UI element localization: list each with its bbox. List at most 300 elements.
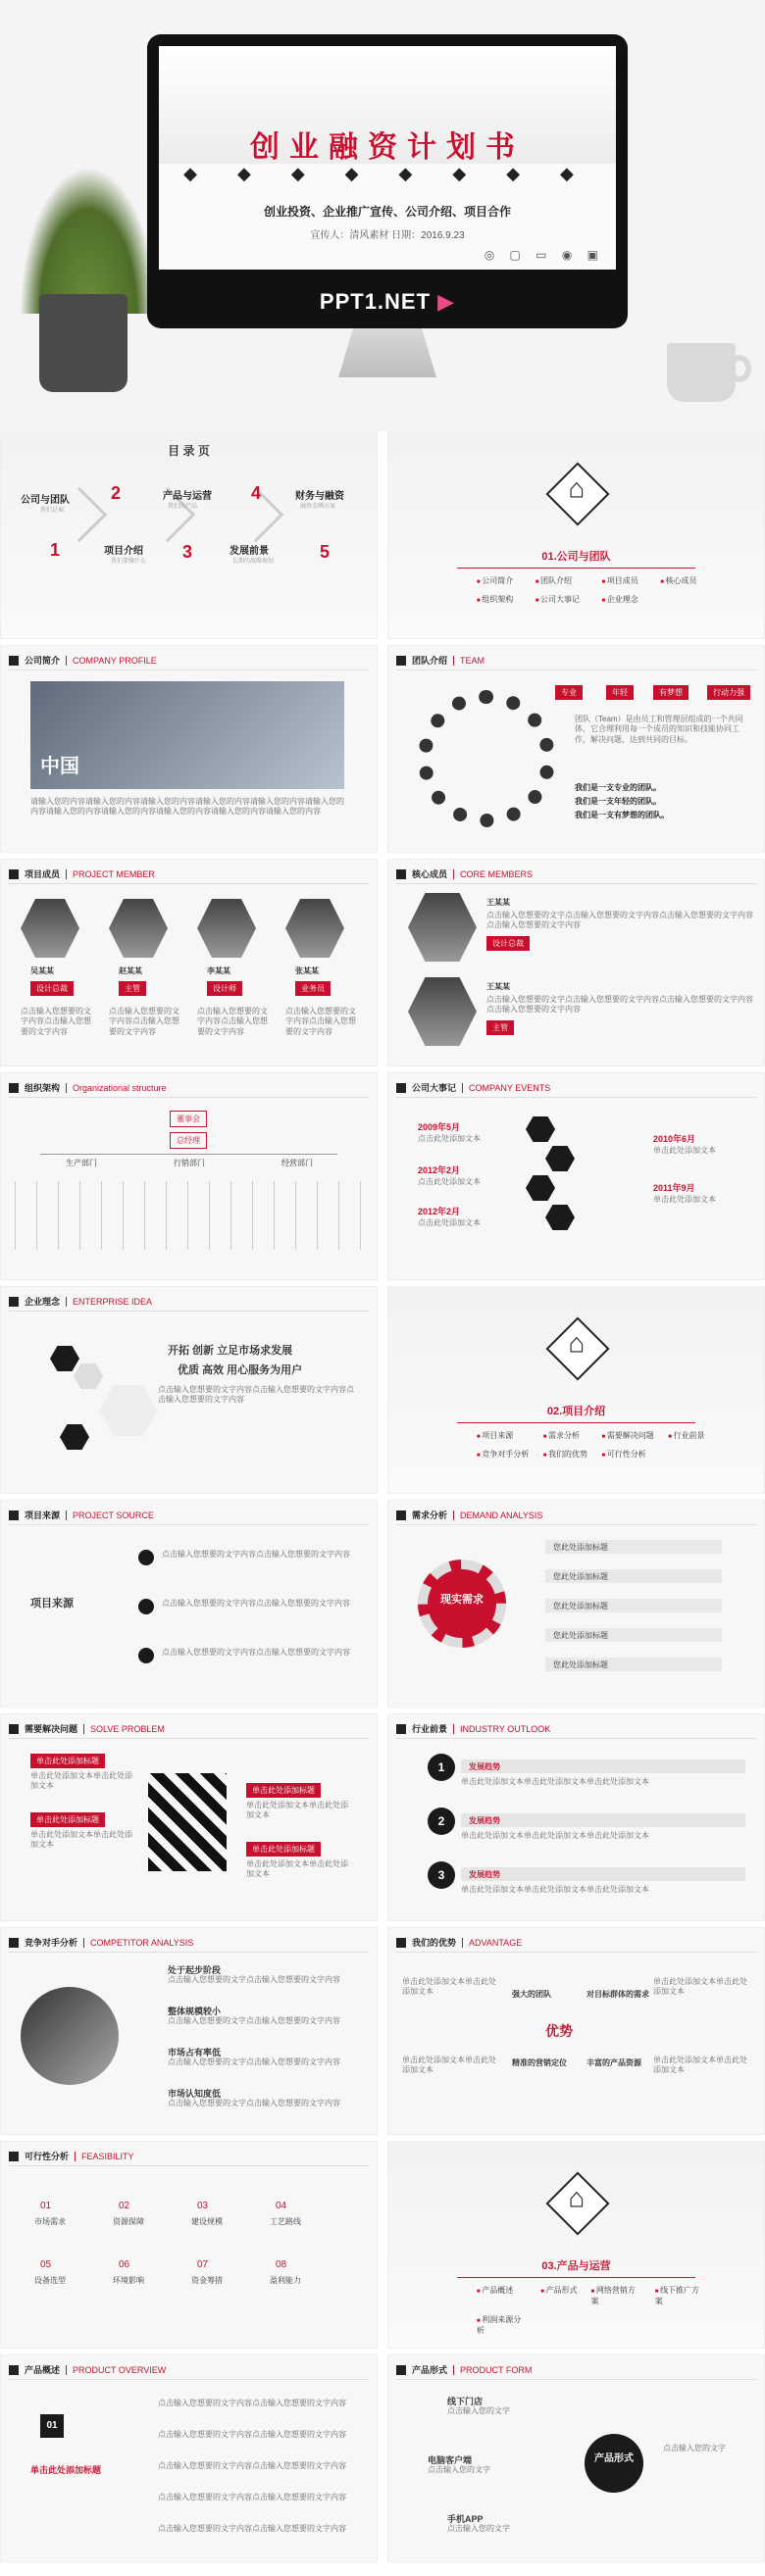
team-line: 我们是一支专业的团队。	[575, 783, 661, 792]
cover-subtitle: 创业投资、企业推广宣传、公司介绍、项目合作	[263, 205, 511, 219]
header-cn: 项目来源	[25, 1511, 61, 1520]
competitor-desc: 点击输入您想要的文字点击输入您想要的文字内容	[168, 1975, 340, 1984]
toc-item-number: 1	[50, 540, 61, 560]
advantage-item: 强大的团队	[512, 1990, 551, 1999]
advantage-desc: 单击此处添加文本单击此处添加文本	[402, 1977, 496, 1997]
feas-label: 环境影响	[113, 2276, 144, 2285]
form-item: 电脑客户端	[428, 2455, 473, 2465]
slide-members[interactable]	[0, 859, 378, 1066]
section-item: ■ 利润来源分析	[477, 2314, 527, 2336]
slide-toc[interactable]	[0, 431, 378, 639]
square-icon	[9, 2152, 19, 2161]
section-item: ■ 核心成员	[660, 575, 705, 586]
header-en: COMPANY PROFILE	[66, 656, 157, 666]
org-dept: 生产部门	[66, 1159, 97, 1167]
slide-header	[396, 2363, 532, 2376]
advantage-desc: 单击此处添加文本单击此处添加文本	[402, 2056, 496, 2075]
form-item: 手机APP	[447, 2514, 484, 2524]
event-icon	[545, 1146, 575, 1171]
feas-num: 08	[276, 2259, 287, 2270]
slide-competitor[interactable]	[0, 1927, 378, 2135]
section-item: ■ 我们的优势	[543, 1449, 588, 1460]
demand-item: 您此处添加标题	[545, 1599, 722, 1612]
toc-item-number: 2	[111, 483, 122, 503]
advantage-center: 优势	[545, 2023, 573, 2039]
overview-item: 点击输入您想要的文字内容点击输入您想要的文字内容	[158, 2430, 346, 2439]
advantage-desc: 单击此处添加文本单击此处添加文本	[653, 2056, 747, 2075]
slide-solve[interactable]	[0, 1713, 378, 1921]
core-avatar	[408, 893, 477, 962]
overview-item: 点击输入您想要的文字内容点击输入您想要的文字内容	[158, 2493, 346, 2502]
header-en: INDUSTRY OUTLOOK	[453, 1724, 550, 1734]
profile-text: 请输入您的内容请输入您的内容请输入您的内容请输入您的内容请输入您的内容请输入您的内容请输入您的内容请输入您的内容请输入您的内容请输入您的内容请输入您的内容	[30, 797, 344, 817]
hex-shape	[50, 1346, 79, 1371]
header-cn: 组织架构	[25, 1083, 61, 1093]
cover-dots: ◆ ◆ ◆ ◆ ◆ ◆ ◆ ◆	[183, 164, 591, 183]
header-rule	[9, 2379, 369, 2380]
square-icon	[396, 869, 406, 879]
feas-num: 01	[40, 2201, 52, 2211]
team-tag: 专业	[555, 685, 583, 700]
section-item: ■ 行业前景	[668, 1430, 705, 1441]
header-en: COMPANY EVENTS	[462, 1083, 550, 1093]
member-role: 主管	[119, 981, 146, 996]
advantage-item: 精准的营销定位	[512, 2058, 567, 2067]
solve-desc: 单击此处添加文本单击此处添加文本	[246, 1859, 348, 1879]
slide-team[interactable]	[387, 645, 765, 853]
slide-header	[9, 2363, 166, 2376]
competitor-desc: 点击输入您想要的文字点击输入您想要的文字内容	[168, 2057, 340, 2066]
slide-header	[396, 1722, 550, 1735]
team-tag: 行动力强	[707, 685, 750, 700]
demand-item: 您此处添加标题	[545, 1658, 722, 1671]
section-items	[477, 1430, 705, 1460]
square-icon	[9, 1297, 19, 1307]
slide-section-1[interactable]	[387, 431, 765, 639]
advantage-item: 丰富的产品资源	[586, 2058, 641, 2067]
cover-title: 创业融资计划书	[250, 131, 525, 164]
brand-text: PPT1.NET	[319, 289, 432, 314]
competitor-title: 整体规模较小	[168, 2006, 222, 2016]
slide-header	[9, 1936, 193, 1949]
feas-num: 05	[40, 2259, 52, 2270]
slide-header	[396, 654, 484, 667]
slide-section-3[interactable]	[387, 2141, 765, 2349]
section-item: ■ 项目成员	[602, 575, 647, 586]
slide-events[interactable]	[387, 1072, 765, 1280]
header-en: Organizational structure	[66, 1083, 167, 1093]
header-rule	[396, 1952, 756, 1953]
overview-item: 点击输入您想要的文字内容点击输入您想要的文字内容	[158, 2524, 346, 2533]
member-role: 设计总裁	[30, 981, 74, 996]
header-rule	[396, 2379, 756, 2380]
toc-item-sub: 我们是谁	[40, 508, 65, 514]
slide-idea[interactable]	[0, 1286, 378, 1494]
team-line: 我们是一支年轻的团队。	[575, 797, 661, 806]
section-item: ■ 产品形式	[540, 2285, 577, 2306]
header-rule	[396, 1097, 756, 1098]
overview-item: 点击输入您想要的文字内容点击输入您想要的文字内容	[158, 2461, 346, 2470]
header-cn: 行业前景	[412, 1724, 448, 1734]
square-icon	[396, 656, 406, 666]
section-item: ■ 团队介绍	[536, 575, 588, 586]
slide-industry[interactable]	[387, 1713, 765, 1921]
source-bullet	[138, 1599, 154, 1614]
slide-company-profile[interactable]	[0, 645, 378, 853]
header-en: PROJECT MEMBER	[66, 869, 155, 879]
header-rule	[9, 1311, 369, 1312]
form-desc: 点击输入您的文字	[447, 2406, 510, 2415]
overview-number: 01	[40, 2414, 64, 2438]
demand-item: 您此处添加标题	[545, 1569, 722, 1583]
source-item: 点击输入您想要的文字内容点击输入您想要的文字内容	[162, 1550, 350, 1559]
section-item: ■ 组织架构	[477, 594, 522, 605]
header-cn: 产品形式	[412, 2365, 448, 2375]
feas-num: 07	[197, 2259, 209, 2270]
toc-item-sub: 我们的产品	[168, 504, 198, 510]
slide-section-2[interactable]	[387, 1286, 765, 1494]
idea-text: 点击输入您想要的文字内容点击输入您想要的文字内容点击输入您想要的文字内容	[158, 1385, 354, 1405]
event-text: 点击此处添加文本	[418, 1134, 481, 1143]
header-cn: 需求分析	[412, 1511, 448, 1520]
feas-label: 资金筹措	[191, 2276, 223, 2285]
puzzle-graphic	[148, 1773, 227, 1871]
solve-desc: 单击此处添加文本单击此处添加文本	[30, 1830, 132, 1850]
section-item: ■ 公司简介	[477, 575, 522, 586]
slide-advantage[interactable]	[387, 1927, 765, 2135]
idea-line: 开拓 创新 立足市场求发展	[168, 1345, 293, 1357]
header-rule	[396, 883, 756, 884]
header-cn: 竞争对手分析	[25, 1938, 78, 1948]
section-item: ■ 竞争对手分析	[477, 1449, 530, 1460]
section-item: ■ 项目来源	[477, 1430, 530, 1441]
slide-header	[396, 1509, 542, 1521]
header-cn: 产品概述	[25, 2365, 61, 2375]
event-text: 单击此处添加文本	[653, 1195, 716, 1204]
slide-demand[interactable]	[387, 1500, 765, 1708]
hex-shape	[60, 1424, 89, 1450]
toc-item-sub: 长期的战略规划	[232, 559, 275, 565]
org-dept: 行销部门	[174, 1159, 205, 1167]
toc-item-number: 5	[320, 542, 331, 562]
slide-header	[9, 654, 157, 667]
team-line: 我们是一支有梦想的团队。	[575, 811, 669, 819]
header-rule	[396, 1524, 756, 1525]
header-en: CORE MEMBERS	[453, 869, 533, 879]
square-icon	[396, 2365, 406, 2375]
plant-image	[20, 167, 157, 314]
building-photo	[30, 681, 344, 789]
section-item: ■ 可行性分析	[602, 1449, 655, 1460]
source-bullet	[138, 1550, 154, 1565]
header-rule	[9, 1097, 369, 1098]
industry-desc: 单击此处添加文本单击此处添加文本单击此处添加文本	[461, 1885, 649, 1894]
square-icon	[396, 1724, 406, 1734]
competitor-title: 市场认知度低	[168, 2089, 222, 2099]
slide-product-overview[interactable]	[0, 2354, 378, 2562]
feas-label: 市场需求	[34, 2217, 66, 2226]
slide-header	[9, 2150, 134, 2162]
toc-title: 目 录 页	[168, 444, 210, 458]
square-icon	[9, 1511, 19, 1520]
social-icons: ◎ ▢ ▭ ◉ ▣	[484, 248, 604, 262]
event-date: 2010年6月	[653, 1134, 696, 1144]
form-desc: 点击输入您的文字	[447, 2524, 510, 2533]
org-dept: 经营部门	[281, 1159, 313, 1167]
square-icon	[9, 656, 19, 666]
feas-label: 资源保障	[113, 2217, 144, 2226]
core-name: 王某某	[486, 982, 510, 991]
event-icon	[526, 1175, 555, 1201]
solve-title: 单击此处添加标题	[246, 1783, 321, 1798]
section-item: ■ 网络营销方案	[591, 2285, 641, 2306]
toc-item-label: 项目介绍	[104, 546, 143, 557]
toc-item-label: 产品与运营	[163, 491, 212, 502]
feas-num: 04	[276, 2201, 287, 2211]
header-rule	[9, 669, 369, 670]
header-cn: 公司大事记	[412, 1083, 457, 1093]
slide-product-form[interactable]	[387, 2354, 765, 2562]
home-icon	[545, 2171, 609, 2235]
member-name: 张某某	[295, 966, 319, 975]
header-cn: 需要解决问题	[25, 1724, 78, 1734]
industry-desc: 单击此处添加文本单击此处添加文本单击此处添加文本	[461, 1777, 649, 1786]
toc-item-number: 3	[182, 542, 193, 562]
member-avatar	[109, 899, 168, 958]
member-desc: 点击输入您想要的文字内容点击输入您想要的文字内容	[197, 1007, 268, 1036]
toc-item-label: 发展前景	[230, 546, 269, 557]
keynote-icon: ▶	[437, 289, 456, 314]
section-divider	[457, 2277, 695, 2278]
form-desc: 点击输入您的文字	[428, 2465, 490, 2474]
idea-line: 优质 高效 用心服务为用户	[178, 1364, 303, 1376]
form-item: 线下门店	[447, 2397, 484, 2406]
industry-label: 发展趋势	[461, 1759, 745, 1773]
header-cn: 公司简介	[25, 656, 61, 666]
competitor-desc: 点击输入您想要的文字点击输入您想要的文字内容	[168, 2099, 340, 2107]
feas-num: 06	[119, 2259, 130, 2270]
header-cn: 企业理念	[25, 1297, 61, 1307]
solve-title: 单击此处添加标题	[30, 1812, 105, 1827]
core-name: 王某某	[486, 898, 510, 907]
industry-number: 1	[428, 1754, 455, 1781]
slide-header	[9, 1722, 165, 1735]
header-cn: 项目成员	[25, 869, 61, 879]
plant-pot	[39, 294, 128, 392]
monitor-stand	[338, 328, 436, 377]
industry-label: 发展趋势	[461, 1867, 745, 1881]
header-cn: 可行性分析	[25, 2152, 70, 2161]
event-date: 2012年2月	[418, 1165, 461, 1175]
square-icon	[396, 1938, 406, 1948]
header-cn: 核心成员	[412, 869, 448, 879]
square-icon	[9, 2365, 19, 2375]
industry-desc: 单击此处添加文本单击此处添加文本单击此处添加文本	[461, 1831, 649, 1840]
event-date: 2009年5月	[418, 1122, 461, 1132]
toc-item-number: 4	[251, 483, 262, 503]
event-text: 单击此处添加文本	[653, 1146, 716, 1155]
header-en: SOLVE PROBLEM	[83, 1724, 165, 1734]
cover-screen	[159, 46, 616, 270]
team-circle-photo	[418, 690, 555, 827]
team-tag: 年轻	[606, 685, 634, 700]
feas-label: 盈利能力	[270, 2276, 301, 2285]
core-role: 主管	[486, 1020, 514, 1035]
event-icon	[545, 1205, 575, 1230]
org-mid: 总经理	[170, 1132, 207, 1149]
source-center: 项目来源	[30, 1598, 74, 1610]
section-items	[477, 575, 705, 605]
section-title: 02.项目介绍	[546, 1406, 606, 1417]
core-desc: 点击输入您想要的文字点击输入您想要的文字内容点击输入您想要的文字内容点击输入您想要的文字内容	[486, 995, 753, 1015]
cover-hero	[0, 0, 765, 431]
slide-header	[9, 1509, 154, 1521]
handshake-photo	[21, 1987, 119, 2085]
industry-number: 2	[428, 1808, 455, 1835]
product-form-center: 产品形式	[585, 2434, 643, 2493]
header-en: PROJECT SOURCE	[66, 1511, 154, 1520]
feas-num: 03	[197, 2201, 209, 2211]
form-desc: 点击输入您的文字	[663, 2444, 726, 2452]
competitor-desc: 点击输入您想要的文字点击输入您想要的文字内容	[168, 2016, 340, 2025]
source-item: 点击输入您想要的文字内容点击输入您想要的文字内容	[162, 1648, 350, 1657]
org-top: 董事会	[170, 1111, 207, 1127]
section-items	[477, 2285, 705, 2336]
brand-logo	[147, 289, 628, 315]
industry-label: 发展趋势	[461, 1813, 745, 1827]
member-desc: 点击输入您想要的文字内容点击输入您想要的文字内容	[109, 1007, 179, 1036]
solve-title: 单击此处添加标题	[30, 1754, 105, 1768]
slide-source[interactable]	[0, 1500, 378, 1708]
header-en: TEAM	[453, 656, 484, 666]
header-rule	[9, 1738, 369, 1739]
slide-header	[396, 1936, 522, 1949]
toc-item-sub: 融资金额方案	[300, 504, 336, 510]
slide-header	[396, 1081, 550, 1094]
overview-label: 单击此处添加标题	[30, 2465, 102, 2475]
hex-shape	[74, 1363, 103, 1389]
header-en: ENTERPRISE IDEA	[66, 1297, 152, 1307]
source-bullet	[138, 1648, 154, 1663]
hex-shape	[99, 1385, 158, 1436]
section-title: 01.公司与团队	[541, 551, 611, 563]
section-item: ■ 线下推广方案	[655, 2285, 705, 2306]
demand-item: 您此处添加标题	[545, 1628, 722, 1642]
header-en: ADVANTAGE	[462, 1938, 522, 1948]
core-role: 设计总裁	[486, 936, 530, 951]
square-icon	[9, 1938, 19, 1948]
member-role: 业务员	[295, 981, 331, 996]
advantage-desc: 单击此处添加文本单击此处添加文本	[653, 1977, 747, 1997]
source-item: 点击输入您想要的文字内容点击输入您想要的文字内容	[162, 1599, 350, 1608]
section-item: ■ 产品概述	[477, 2285, 527, 2306]
slide-header	[9, 1295, 152, 1308]
section-item: ■ 需求分析	[543, 1430, 588, 1441]
building-sign: 中国	[40, 756, 79, 777]
square-icon	[396, 1511, 406, 1520]
header-rule	[396, 669, 756, 670]
competitor-title: 处于起步阶段	[168, 1965, 222, 1975]
square-icon	[9, 869, 19, 879]
header-en: PRODUCT OVERVIEW	[66, 2365, 166, 2375]
core-avatar	[408, 977, 477, 1046]
competitor-title: 市场占有率低	[168, 2048, 222, 2057]
home-icon	[545, 462, 609, 525]
core-desc: 点击输入您想要的文字点击输入您想要的文字内容点击输入您想要的文字内容点击输入您想要的文字内容	[486, 911, 753, 930]
member-avatar	[197, 899, 256, 958]
header-rule	[9, 883, 369, 884]
square-icon	[9, 1083, 19, 1093]
section-divider	[457, 568, 695, 569]
feas-label: 建设规模	[191, 2217, 223, 2226]
industry-number: 3	[428, 1861, 455, 1889]
feas-label: 设备选型	[34, 2276, 66, 2285]
mug-image	[667, 343, 736, 402]
org-line	[40, 1154, 337, 1155]
member-name: 吴某某	[30, 966, 54, 975]
header-rule	[9, 1952, 369, 1953]
header-rule	[396, 1738, 756, 1739]
slide-feasibility[interactable]	[0, 2141, 378, 2349]
member-desc: 点击输入您想要的文字内容点击输入您想要的文字内容	[21, 1007, 91, 1036]
square-icon	[9, 1724, 19, 1734]
square-icon	[396, 1083, 406, 1093]
header-rule	[9, 1524, 369, 1525]
team-tag: 有梦想	[653, 685, 688, 700]
section-item: ■ 需要解决问题	[602, 1430, 655, 1441]
event-icon	[526, 1116, 555, 1142]
header-cn: 我们的优势	[412, 1938, 457, 1948]
member-name: 赵某某	[119, 966, 142, 975]
slide-org[interactable]	[0, 1072, 378, 1280]
header-en: FEASIBILITY	[75, 2152, 134, 2161]
solve-desc: 单击此处添加文本单击此处添加文本	[30, 1771, 132, 1791]
member-avatar	[21, 899, 79, 958]
monitor-frame	[147, 34, 628, 328]
section-divider	[457, 1422, 695, 1423]
toc-item-sub: 我们要做什么	[111, 559, 147, 565]
header-en: COMPETITOR ANALYSIS	[83, 1938, 193, 1948]
slide-header	[9, 1081, 167, 1094]
slide-header	[396, 867, 533, 880]
member-desc: 点击输入您想要的文字内容点击输入您想要的文字内容	[285, 1007, 356, 1036]
toc-item-label: 公司与团队	[21, 495, 70, 506]
team-text: 团队（Team）是由员工和管理层组成的一个共同体，它合理利用每一个成员的知识和技能协同工作，解决问题，达到共同的目标。	[575, 715, 743, 744]
member-avatar	[285, 899, 344, 958]
event-text: 点击此处添加文本	[418, 1218, 481, 1227]
header-en: DEMAND ANALYSIS	[453, 1511, 542, 1520]
feas-num: 02	[119, 2201, 130, 2211]
header-rule	[9, 2165, 369, 2166]
cover-meta: 宣传人：清风素材 日期：2016.9.23	[310, 230, 465, 241]
toc-item-label: 财务与融资	[295, 491, 344, 502]
section-item: ■ 公司大事记	[536, 594, 588, 605]
home-icon	[545, 1316, 609, 1380]
section-title: 03.产品与运营	[541, 2260, 611, 2272]
slide-core-members[interactable]	[387, 859, 765, 1066]
solve-desc: 单击此处添加文本单击此处添加文本	[246, 1801, 348, 1820]
solve-title: 单击此处添加标题	[246, 1842, 321, 1857]
event-text: 点击此处添加文本	[418, 1177, 481, 1186]
demand-item: 您此处添加标题	[545, 1540, 722, 1554]
event-date: 2011年9月	[653, 1183, 695, 1193]
header-cn: 团队介绍	[412, 656, 448, 666]
overview-item: 点击输入您想要的文字内容点击输入您想要的文字内容	[158, 2399, 346, 2407]
section-item: ■ 企业理念	[602, 594, 647, 605]
header-en: PRODUCT FORM	[453, 2365, 532, 2375]
member-name: 李某某	[207, 966, 230, 975]
member-role: 设计师	[207, 981, 242, 996]
